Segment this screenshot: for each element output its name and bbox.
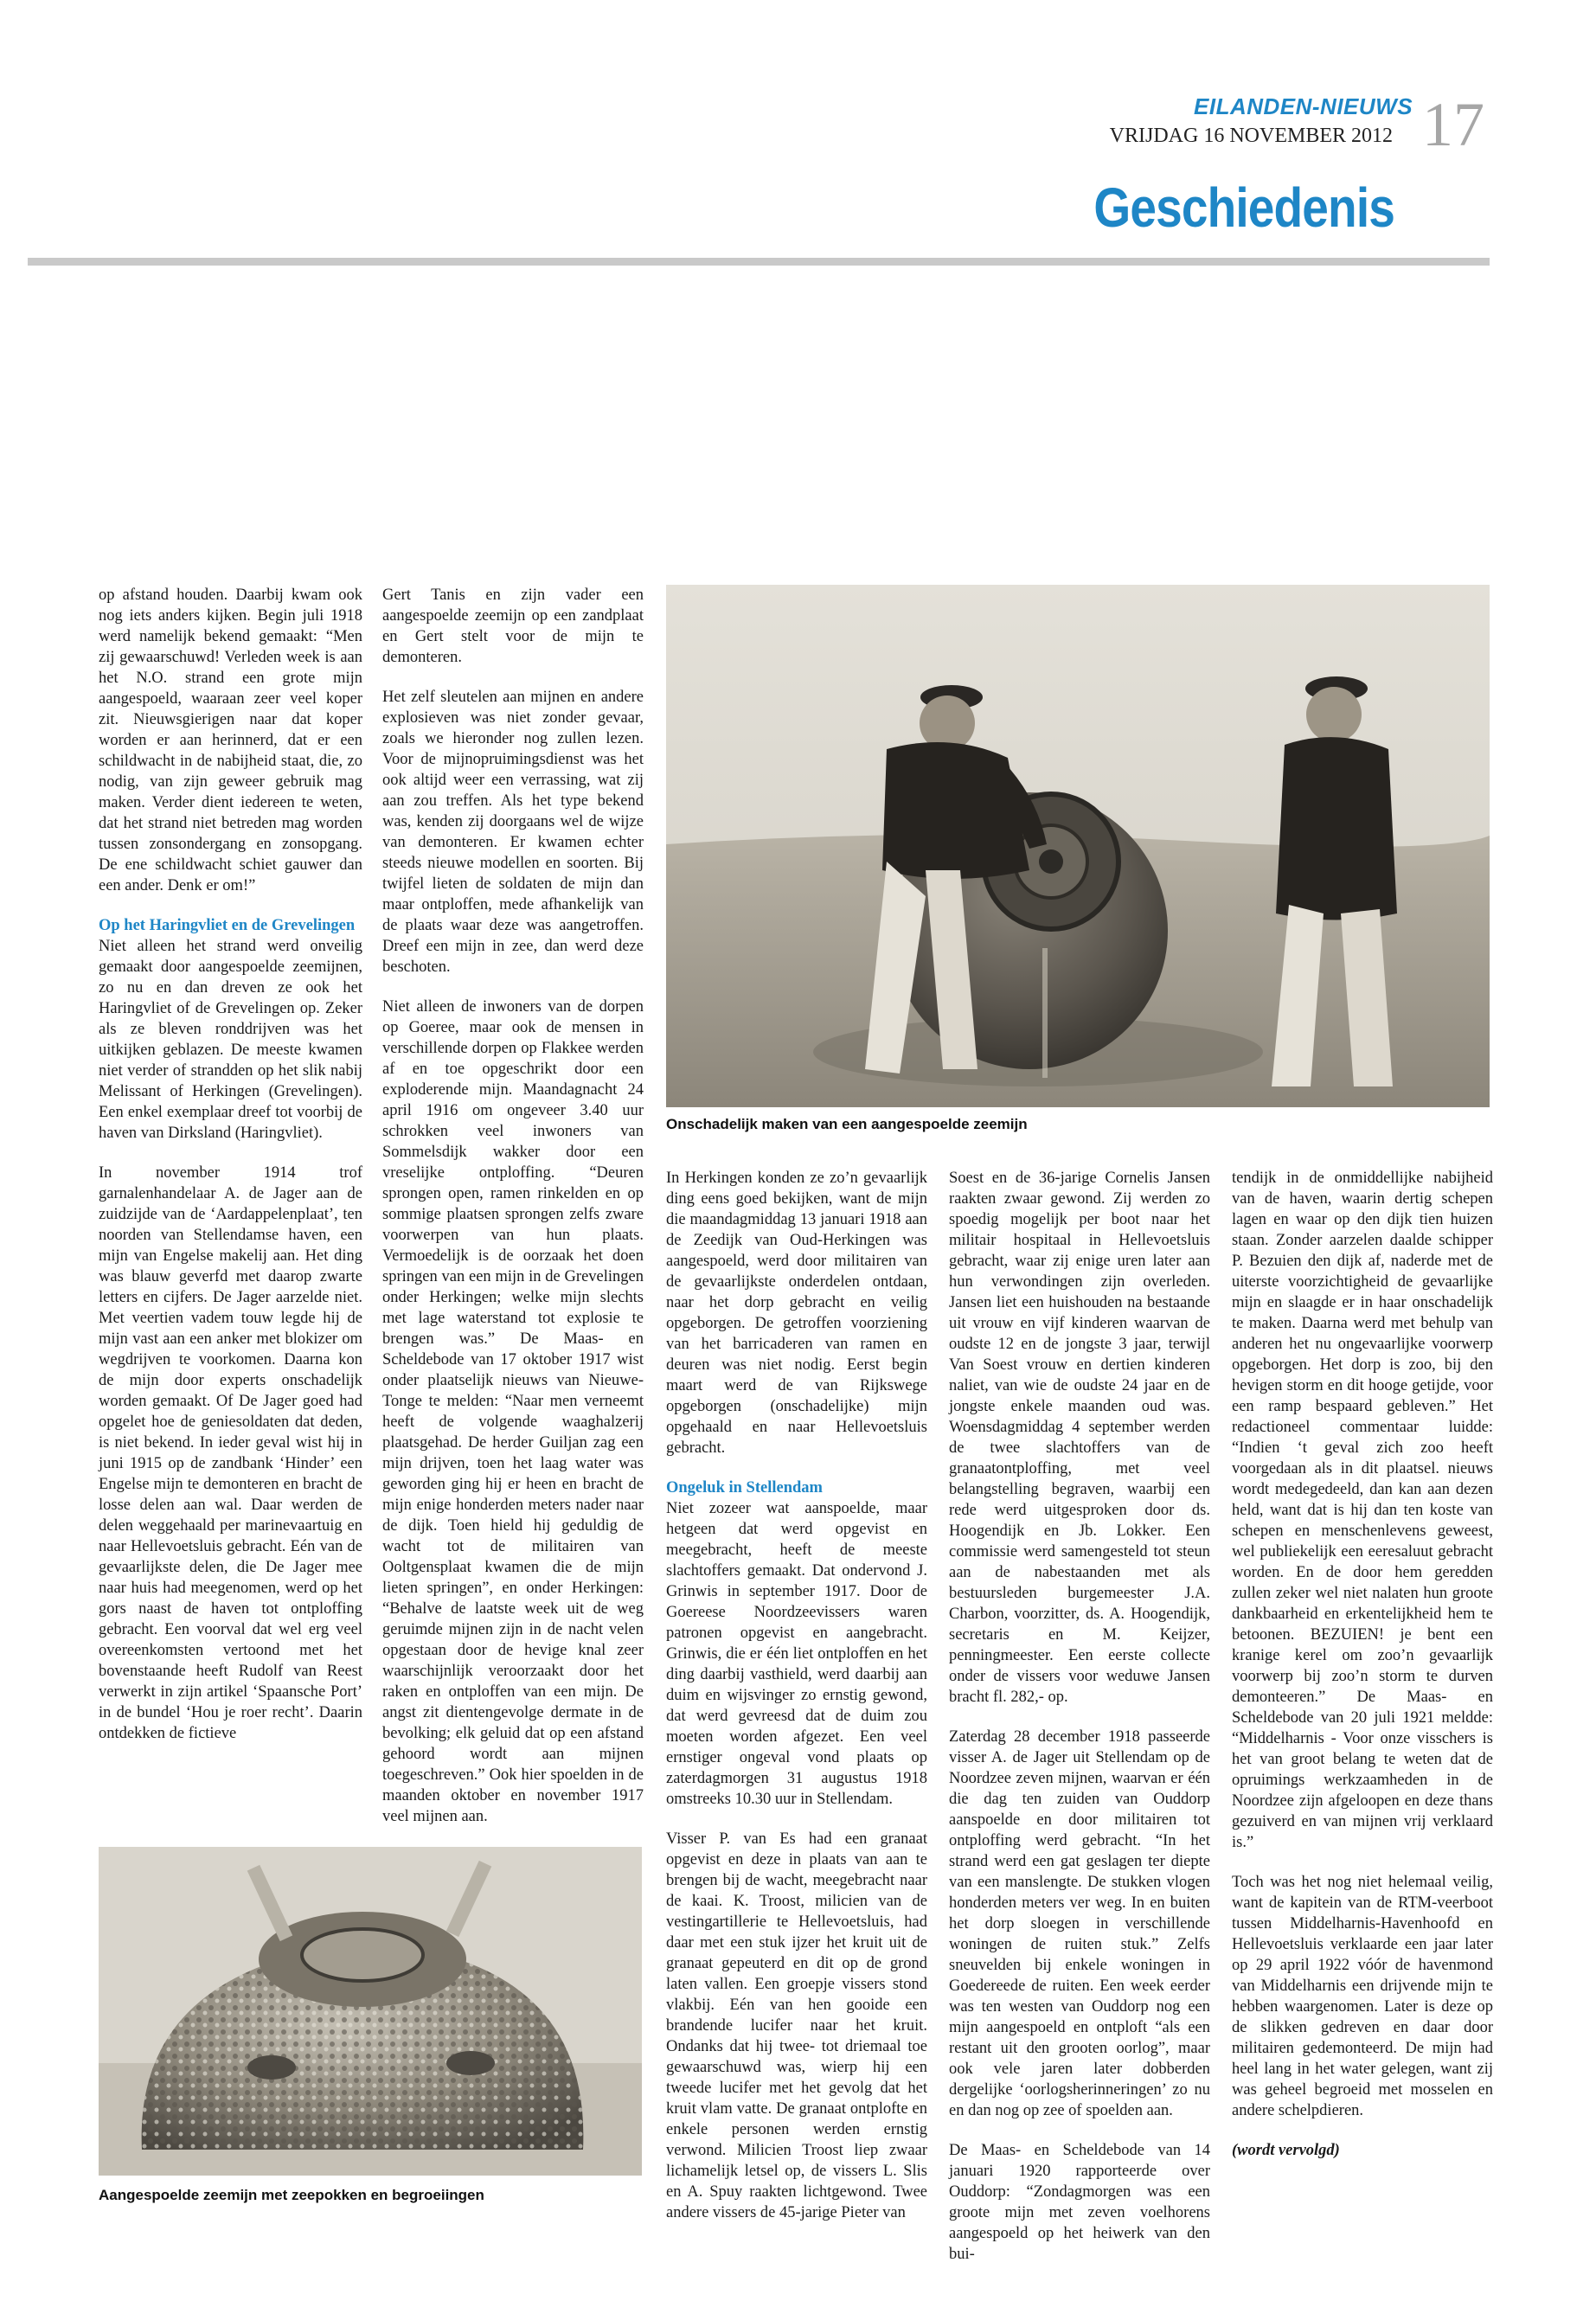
paragraph: Zaterdag 28 december 1918 passeerde visser A. de Jager uit Stellendam op de Noordzee zeven mijnen, waarvan er één die dag ten zuiden van Ouddorp aanspoelde en door militairen tot ontploffing werd gebracht. “In het strand werd een gat geslagen ter diepte van een manslengte. De stukken vlogen honderden meters ver weg. In en buiten het dorp sloegen in verschillende woningen de ruiten stuk.” Zelfs sneuvelden bij enkele woningen in Goedereede de ruiten. Een week eerder was ten westen van Ouddorp nog een mijn aangespoeld en ontploft “als een restant uit den grooten oorlog”, maar ook vele jaren later dobberden dergelijke ‘oorlogsherinneringen’ zo nu en dan nog op zee of spoelden aan. bbox=[949, 1728, 1210, 2119]
photo-caption-mine: Aangespoelde zeemijn met zeepokken en begroeiingen bbox=[99, 2187, 484, 2203]
photo-caption-main: Onschadelijk maken van een aangespoelde zeemijn bbox=[666, 1116, 1028, 1132]
masthead-logo: EILANDEN-NIEUWS bbox=[1194, 93, 1413, 119]
paragraph: In november 1914 trof garnalenhandelaar A. de Jager aan de zuidzijde van de ‘Aardappelenplaat’, ten noorden van Stellendamse haven, een mijn van Engelse makelij aan. Het ding was blauw geverfd met daarop zwarte letters en cijfers. De Jager aarzelde niet. Met veertien vadem touw legde hij de mijn vast aan een anker met blokizer om wegdrijven te voorkomen. Daarna kon de mijn door experts onschadelijk worden gemaakt. Of De Jager goed had opgelet hoe de geniesoldaten dat deden, is niet bekend. In ieder geval wist hij in juni 1915 op de zandbank ‘Hinder’ een Engelse mijn te demonteren en bracht de losse delen aan wal. Daar werden de delen weggehaald per marinevaartuig en naar Hellevoetsluis gebracht. Eén van de gevaarlijkste delen, die De Jager mee naar huis had meegenomen, werd op het gors naast de haven tot ontploffing gebracht. Een voorval dat wel erg veel overeenkomsten vertoond met het bovenstaande heeft Rudolf van Reest verwerkt in zijn artikel ‘Spaansche Port’ in de bundel ‘Hou je roer recht’. Daarin ontdekken de fictieve bbox=[99, 1164, 362, 1742]
page-number: 17 bbox=[1422, 90, 1484, 159]
paragraph: Toch was het nog niet helemaal veilig, want de kapitein van de RTM-veerboot tussen Middelharnis-Havenhoofd en Hellevoetsluis verklaarde een jaar later op 29 april 1922 vóór de havenmond van Middelharnis een drijvende mijn te hebben waargenomen. Later is deze op de slikken gedreven en daar door militairen gedemonteerd. De mijn had heel lang in het water gelegen, want zij was geheel begroeid met mosselen en andere schelpdieren. bbox=[1232, 1874, 1493, 2119]
paragraph: Het zelf sleutelen aan mijnen en andere explosieven was niet zonder gevaar, zoals we hieronder nog zullen lezen. Voor de mijnopruimingsdienst was het ook altijd weer een verrassing, wat zij aan zou treffen. Als het type bekend was, kenden zij doorgaans wel de wijze van demonteren. Er kwamen echter steeds nieuwe modellen en soorten. Bij twijfel lieten de soldaten de mijn dan maar ontploffen, mede afhankelijk van de plaats waar deze was aangetroffen. Dreef een mijn in zee, dan werd deze beschoten. bbox=[382, 689, 644, 976]
paragraph: tendijk in de onmiddellijke nabijheid van de haven, waarin dertig schepen lagen en waar op den dijk tien huizen staan. Zonder aarzelen daalde schipper P. Bezuien den dijk af, naderde met de uiterste voorzichtigheid de gevaarlijke mijn en slaagde er in haar onschadelijk te maken. Daarna werd met behulp van anderen het nu ongevaarlijke voorwerp opgeborgen. Het dorp is zoo, bij den hevigen storm en dit hooge getijde, voor een ramp bespaard gebleven.” Het redactioneel commentaar luidde: “Indien ‘t geval zich zoo heeft voorgedaan als in dit plaatsel. nieuws wordt medegedeeld, dan kan aan dezen held, want dat is hij dan ten koste van schepen en menschenlevens geweest, wel publiekelijk een eeresaluut gebracht worden. En de door hem geredden zullen zeker wel niet nalaten hun groote dankbaarheid en erkentelijkheid hem te betoonen. BEZUIEN! je bent een kranige kerel om zoo’n gevaarlijk voorwerp bij zoo’n storm te durven demonteeren.” De Maas- en Scheldebode van 20 juli 1921 meldde: “Middelharnis - Voor onze visschers is het van groot belang te weten dat de opruimings werkzaamheden in de Noordzee zijn afgeloopen en deze thans gezuiverd en van mijnen vrij verklaard is.” bbox=[1232, 1170, 1493, 1851]
article-column-5 bbox=[1232, 1168, 1493, 2202]
paragraph: De Maas- en Scheldebode van 14 januari 1920 rapporteerde over Ouddorp: “Zondagmorgen was een groote mijn met zeven voelhorens aangespoeld op het heiwerk van den bui- bbox=[949, 2142, 1210, 2263]
section-title: Geschiedenis bbox=[1093, 176, 1394, 239]
article-column-1 bbox=[99, 585, 362, 1822]
publication-date: VRIJDAG 16 NOVEMBER 2012 bbox=[1109, 125, 1393, 147]
continued-note: (wordt vervolgd) bbox=[1232, 2142, 1340, 2159]
photo-barnacled-mine bbox=[99, 1847, 642, 2176]
paragraph: Gert Tanis en zijn vader een aangespoelde zeemijn op een zandplaat en Gert stelt voor de mijn te demonteren. bbox=[382, 586, 644, 666]
header-rule bbox=[28, 258, 1490, 266]
subheading-stellendam: Ongeluk in Stellendam bbox=[666, 1479, 823, 1497]
paragraph: op afstand houden. Daarbij kwam ook nog iets anders kijken. Begin juli 1918 werd namelijk bekend gemaakt: “Men zij gewaarschuwd! Verleden week is aan het N.O. strand een grote mijn aangespoeld, waaraan zeer veel koper zit. Nieuwsgierigen naar dat koper worden er aan herinnerd, dat er een schildwacht in de nabijheid staat, die, zo nodig, van zijn geweer gebruik mag maken. Verder dient iedereen te weten, dat het strand niet betreden mag worden tussen zonsondergang en zonsopgang. De ene schildwacht schiet gauwer dan een ander. Denk er om!” bbox=[99, 586, 362, 894]
article-column-2 bbox=[382, 585, 644, 1848]
article-column-4 bbox=[949, 1168, 1210, 2263]
article-column-3 bbox=[666, 1168, 927, 2221]
paragraph: Niet zozeer wat aanspoelde, maar hetgeen dat werd opgevist en meegebracht, heeft de meeste slachtoffers gemaakt. Dat ondervond J. Grinwis in september 1917. Door de Goereese Noordzeevissers waren patronen opgevist en aangebracht. Grinwis, die er één liet ontploffen en het ding daarbij vasthield, werd daarbij aan duim en wijsvinger zo ernstig gewond, dat werd gevreesd dat de duim zou moeten worden afgezet. Een veel ernstiger ongeval vond plaats op zaterdagmorgen 31 augustus 1918 omstreeks 10.30 uur in Stellendam. bbox=[666, 1500, 927, 1808]
paragraph: Visser P. van Es had een granaat opgevist en deze in plaats van aan te brengen bij de wacht, meegebracht naar de kaai. K. Troost, milicien van de vestingartillerie te Hellevoetsluis, had daar met een stuk ijzer het kruit uit de granaat gepeuterd en dit op de grond laten vallen. Een groepje vissers stond vlakbij. Eén van hen gooide een brandende lucifer naar het kruit. Ondanks dat hij twee- tot driemaal toe gewaarschuwd was, wierp hij een tweede lucifer met het gevolg dat het kruit vlam vatte. De granaat ontplofte en enkele personen werden ernstig verwond. Milicien Troost liep zwaar lichamelijk letsel op, de vissers L. Slis en A. Spuy raakten lichtgewond. Twee andere vissers de 45-jarige Pieter van bbox=[666, 1830, 927, 2221]
photo-sailors-defusing-mine bbox=[666, 585, 1490, 1107]
paragraph: Soest en de 36-jarige Cornelis Jansen raakten zwaar gewond. Zij werden zo spoedig mogelijk per boot naar het militair hospitaal in Hellevoetsluis gebracht, waar zij enige uren later aan hun verwondingen zijn overleden. Jansen liet een huishouden na bestaande uit vrouw en vijf kinderen waarvan de oudste 12 en de jongste 3 jaar, terwijl Van Soest vrouw en dertien kinderen naliet, van wie de oudste 24 jaar en de jongste enkele maanden oud was. Woensdagmiddag 4 september werden de twee slachtoffers van de granaatontploffing, met veel belangstelling begraven, waarbij een rede werd uitgesproken door ds. Hoogendijk en Jb. Lokker. Een commissie werd samengesteld tot steun aan de nabestaanden met als bestuursleden burgemeester J.A. Charbon, voorzitter, ds. A. Hoogendijk, secretaris en M. Keijzer, penningmeester. Een eerste collecte onder de vissers voor weduwe Jansen bracht fl. 282,- op. bbox=[949, 1170, 1210, 1706]
subheading-haringvliet: Op het Haringvliet en de Grevelingen bbox=[99, 917, 356, 934]
paragraph: In Herkingen konden ze zo’n gevaarlijk ding eens goed bekijken, want de mijn die maandagmiddag 13 januari 1918 aan de Zeedijk van Oud-Herkingen was aangespoeld, werd door militairen van de gevaarlijkste onderdelen ontdaan, naar het dorp gebracht en veilig opgeborgen. De getroffen voorziening van het barricaderen van ramen en deuren was niet nodig. Eerst begin maart werd de van Rijkswege opgeborgen (onschadelijke) mijn opgehaald en naar Hellevoetsluis gebracht. bbox=[666, 1170, 927, 1457]
paragraph: Niet alleen de inwoners van de dorpen op Goeree, maar ook de mensen in verschillende dorpen op Flakkee werden af en toe opgeschrikt door een exploderende mijn. Maandagnacht 24 april 1916 om ongeveer 3.40 uur schrokken veel inwoners van Sommelsdijk wakker door een vreselijke ontploffing. “Deuren sprongen open, ramen rinkelden en op sommige plaatsen sprongen zelfs zware voorwerpen van hun plaats. Vermoedelijk is de oorzaak het doen springen van een mijn in de Grevelingen onder Herkingen; welke mijn slechts met lage waterstand tot explosie te brengen was.” De Maas- en Scheldebode van 17 oktober 1917 wist onder plaatselijk nieuws van Nieuwe-Tonge te melden: “Naar men verneemt heeft de volgende waaghalzerij plaatsgehad. De herder Guiljan zag een mijn drijven, toen het laag water was geworden ging hij er heen en bracht de mijn enige honderden meters nader naar de dijk. Toen hield hij geduldig de wacht tot de militairen van Ooltgensplaat kwamen die de mijn lieten springen”, en onder Herkingen: “Behalve de laatste week uit de weg geruimde mijnen zijn in de nacht velen opgestaan door de hevige knal zeer waarschijnlijk veroorzaakt door het raken en ontploffen van een mijn. De angst zit dientengevolge dermate in de bevolking; elk geluid dat op een afstand gehoord wordt aan mijnen toegeschreven.” Ook hier spoelden in de maanden oktober en november 1917 veel mijnen aan. bbox=[382, 998, 644, 1825]
paragraph: Niet alleen het strand werd onveilig gemaakt door aangespoelde zeemijnen, zo nu en dan dreven ze ook het Haringvliet of de Grevelingen op. Zeker als ze bleven ronddrijven was het uitkijken geblazen. De meeste kwamen niet verder of strandden op het slik nabij Melissant of Herkingen (Grevelingen). Een enkel exemplaar dreef tot voorbij de haven van Dirksland (Haringvliet). bbox=[99, 938, 362, 1142]
